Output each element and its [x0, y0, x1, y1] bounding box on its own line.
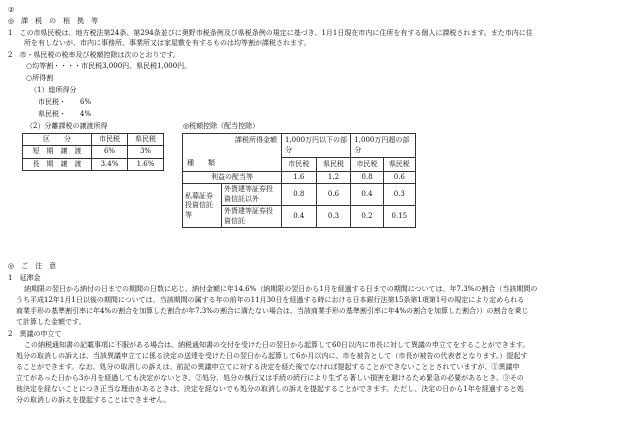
table-header-cell: 市民税	[92, 134, 128, 146]
table-cell: 0.3	[383, 184, 415, 206]
band-header-cell: 1,000万円以下の部分	[282, 134, 351, 158]
separate-taxation-table	[22, 133, 164, 171]
table-header-cell: 県民税	[316, 158, 351, 172]
tax-basis-item-2: 2 市・県民税の税率及び税額控除は次のとおりです。	[8, 51, 180, 59]
table-corner-cell	[183, 134, 282, 172]
table-row	[183, 184, 416, 206]
circle-mark: ②	[8, 6, 15, 14]
corner-bottom-label: 種 類	[187, 159, 215, 168]
late-fee-text: 商業手形の基準割引率に年4%の割合を加算した割合が年7.3%の割合に満たない場合は、当該商業手形の基準割引率に年4%の割合を加算した割合））の割合を乗じ	[16, 307, 529, 315]
table-cell: 1.2	[316, 171, 351, 183]
table-header-cell: 県民税	[128, 134, 164, 146]
table-cell: 0.3	[316, 206, 351, 228]
table-row	[23, 146, 164, 158]
objection-text: この納税通知書の記載事項に不服がある場合は、納税通知書の交付を受けた日の翌日から起算して60日以内に市長に対して異議の申立てをすることができます。	[24, 341, 530, 349]
table-cell: 短 期 譲 渡	[23, 146, 92, 158]
objection-text: 立てがあった日から3か月を経過しても決定がないとき、②処分、処分の執行又は手続の続行により生ずる著しい損害を避けるため緊急の必要があるとき、③その	[16, 374, 524, 382]
row-label: 外貨建等証券投資信託以外	[222, 184, 281, 206]
table-cell: 0.8	[351, 171, 383, 183]
income-levy-heading: ○所得割	[26, 74, 54, 82]
table-cell: 0.8	[282, 184, 317, 206]
objection-text: 分の取消しの訴えを提起することはできません。	[16, 396, 171, 404]
pref-tax-rate: 県民税・ 4%	[38, 110, 92, 118]
objection-text: 他決定を経ないことにつき正当な理由があるときは、決定を経ないでも処分の取消しの訴えを提起することができます。ただし、決定の日から1年を経過すると処	[16, 385, 524, 393]
table-cell: 1.6%	[128, 158, 164, 170]
deduction-table-caption: ◎税額控除（配当控除）	[183, 122, 260, 130]
table-cell: 0.2	[351, 206, 383, 228]
late-fee-title: 1 延滞金	[8, 274, 41, 282]
row-label-cell: 利益の配当等	[183, 171, 282, 183]
table-cell: 1.6	[282, 171, 317, 183]
section-title-tax-basis: ◎ 課 税 の 根 拠 等	[8, 17, 99, 25]
table-cell: 3%	[128, 146, 164, 158]
row-label: 外貨建等証券投資信託	[224, 207, 273, 225]
table-cell: 0.6	[383, 171, 415, 183]
table-row	[23, 158, 164, 170]
group-label-cell	[183, 184, 282, 228]
table-cell: 長 期 譲 渡	[23, 158, 92, 170]
section-title-notes: ◎ ご 注 意	[8, 262, 57, 270]
table-row	[183, 171, 416, 183]
objection-text: 処分の取消しの訴えは、当該異議申立てに係る決定の送達を受けた日の翌日から起算して6か月以内に、市を被告として（市長が被告の代表者となります。）提起す	[16, 352, 528, 360]
separate-table-caption: （2）分離課税の譲渡所得	[26, 122, 108, 130]
table-header-cell: 県民税	[383, 158, 415, 172]
table-cell: 3.4%	[92, 158, 128, 170]
objection-title: 2 異議の申立て	[8, 330, 62, 338]
per-capita-rate: ○均等割・・・・市民税3,000円、県民税1,000円。	[26, 62, 192, 70]
table-cell: 0.6	[316, 184, 351, 206]
table-header-cell: 区 分	[23, 134, 92, 146]
tax-basis-item-1-cont: 所を有しないが、市内に事務所、事業所又は家屋敷を有するものは均等割が課税されます。	[24, 39, 311, 47]
table-cell: 0.15	[383, 206, 415, 228]
tax-basis-item-1: 1 この市県民税は、地方税法第24条、第294条並びに奥野市税条例及び県税条例の規定に基づき、1月1日現在市内に住所を有する個人に課税されます。また市内に住	[8, 29, 533, 37]
objection-text: ることができます。なお、処分の取消しの訴えは、前記の異議申立てに対する決定を経た後でなければ提起することができないこととされていますが、①異議申	[16, 363, 520, 371]
dividend-deduction-table	[182, 133, 416, 228]
table-cell: 6%	[92, 146, 128, 158]
table-header-cell: 市民税	[351, 158, 383, 172]
corner-top-label: 課税所得金額	[235, 136, 277, 144]
table-cell: 0.4	[282, 206, 317, 228]
table-row	[183, 134, 416, 158]
city-tax-rate: 市民税・ 6%	[38, 98, 92, 106]
table-row	[23, 134, 164, 146]
group-label: 私募証券投資信託等	[185, 191, 213, 219]
band-header-cell: 1,000万円超の部分	[351, 134, 416, 158]
late-fee-text: 納期限の翌日から納付の日までの期間の日数に応じ、納付金額に年14.6%（納期限の翌日から1月を経過する日までの期間については、年7.3%の割合（当該期間の	[24, 285, 538, 293]
late-fee-text: て計算した金額です。	[16, 318, 86, 326]
table-header-cell: 市民税	[282, 158, 317, 172]
late-fee-text: うち平成12年1月1日以後の期間については、当該期間の属する年の前年の11月30日を経過する時における日本銀行法第15条第1項第1号の規定により定められる	[16, 296, 525, 304]
table-cell: 0.4	[351, 184, 383, 206]
general-income-heading: （1）総所得分	[30, 86, 77, 94]
